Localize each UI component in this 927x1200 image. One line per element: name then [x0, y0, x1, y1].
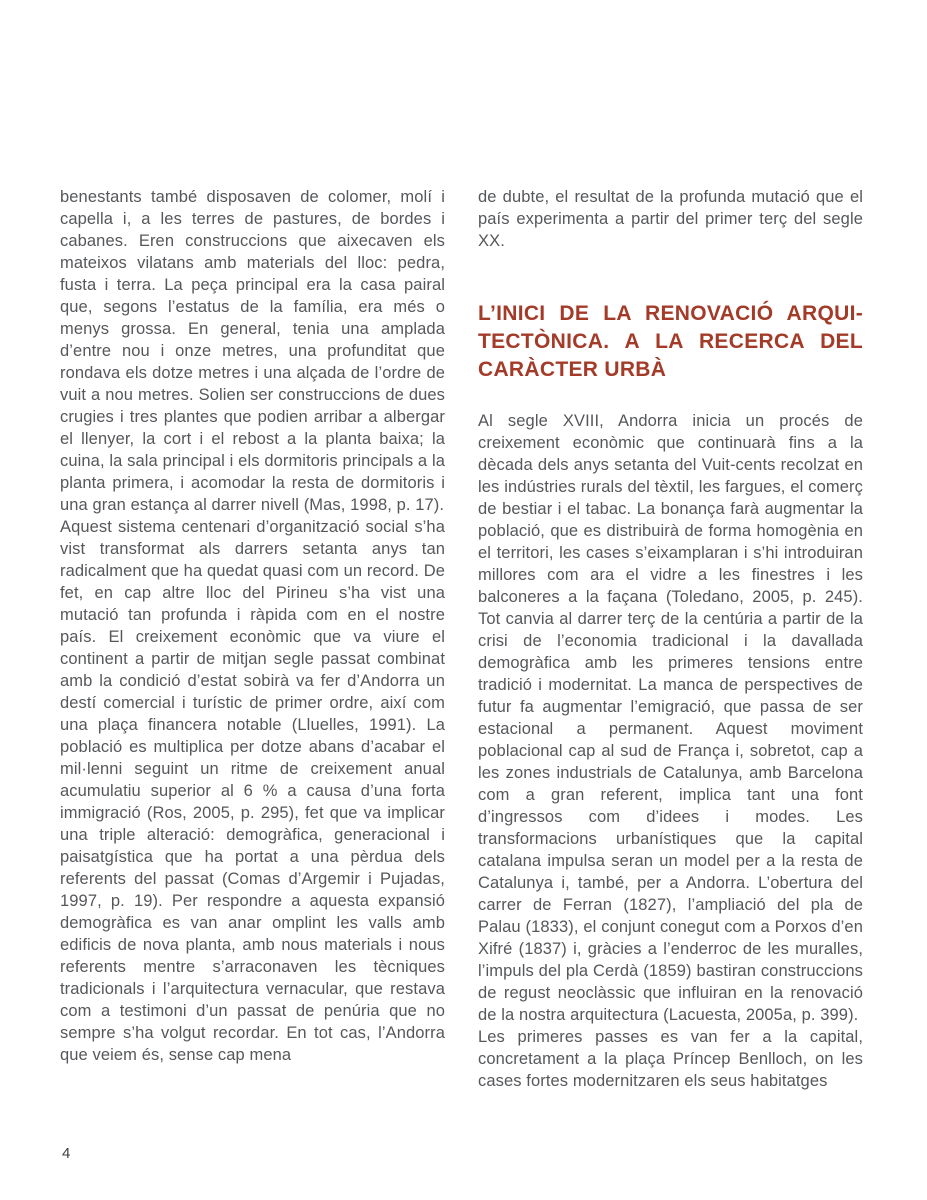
right-column [478, 186, 863, 1092]
two-column-text-block [60, 186, 863, 1092]
section-heading-line: CARÀCTER URBÀ [478, 358, 667, 381]
page-number: 4 [62, 1145, 71, 1162]
section-heading-line: L’INICI DE LA RENOVACIÓ ARQUI- [478, 302, 863, 325]
body-paragraph: Les primeres passes es van fer a la capital, concretament a la plaça Príncep Benlloch, on les cases fortes modernitzaren els seus habitatges [478, 1028, 863, 1090]
body-paragraph: Aquest sistema centenari d’organització social s’ha vist transformat als darrers setanta anys tan radicalment que ha quedat quasi com un record. De fet, en cap altre lloc del Pirineu s’ha vist una mutació tan profunda i ràpida com en el nostre país. El creixement econòmic que va viure el continent a partir de mitjan segle passat combinat amb la condició d’estat sobirà va fer d’Andorra un destí comercial i turístic de primer ordre, així com una plaça financera notable (Lluelles, 1991). La població es multiplica per dotze abans d’acabar el mil·lenni seguint un ritme de creixement anual acumulatiu superior al 6 % a causa d’una forta immigració (Ros, 2005, p. 295), fet que va implicar una triple alteració: demogràfica, generacional i paisatgística que ha portat a una pèrdua dels referents del passat (Comas d’Argemir i Pujadas, 1997, p. 19). Per respondre a aquesta expansió demogràfica es van anar omplint les valls amb edificis de nova planta, amb nous materials i nous referents mentre s’arraconaven les tècniques tradicionals i l’arquitectura vernacular, que restava com a testimoni d’un passat de penúria que no sempre s’ha volgut recordar. En tot cas, l’Andorra que veiem és, sense cap mena [60, 518, 445, 1064]
body-paragraph: benestants també disposaven de colomer, molí i capella i, a les terres de pastures, de bordes i cabanes. Eren construccions que aixecaven els mateixos vilatans amb materials del lloc: pedra, fusta i terra. La peça principal era la casa pairal que, segons l’estatus de la família, era més o menys grossa. En general, tenia una amplada d’entre nou i onze metres, una profunditat que rondava els dotze metres i una alçada de l’ordre de vuit a nou metres. Solien ser construccions de dues crugies i tres plantes que podien arribar a albergar el llenyer, la cort i el rebost a la planta baixa; la cuina, la sala principal i els dormitoris principals a la planta primera, i acomodar la resta de dormitoris i una gran estança al darrer nivell (Mas, 1998, p. 17). [60, 188, 445, 514]
body-paragraph-continued: de dubte, el resultat de la profunda mutació que el país experimenta a partir del primer terç del segle XX. [478, 188, 863, 250]
body-paragraph: Al segle XVIII, Andorra inicia un procés de creixement econòmic que continuarà fins a la dècada dels anys setanta del Vuit-cents recolzat en les indústries rurals del tèxtil, les fargues, el comerç de bestiar i el tabac. La bonança farà augmentar la població, que es distribuirà de forma homogènia en el territori, les cases s’eixamplaran i s’hi introduiran millores com ara el vidre a les finestres i les balconeres a la façana (Toledano, 2005, p. 245). Tot canvia al darrer terç de la centúria a partir de la crisi de l’economia tradicional i la davallada demogràfica amb les primeres tensions entre tradició i modernitat. La manca de perspectives de futur fa augmentar l’emigració, que passa de ser estacional a permanent. Aquest moviment poblacional cap al sud de França i, sobretot, cap a les zones industrials de Catalunya, amb Barcelona com a gran referent, implica tant una font d’ingressos com d’idees i modes. Les transformacions urbanístiques que la capital catalana impulsa seran un model per a la resta de Catalunya i, també, per a Andorra. L’obertura del carrer de Ferran (1827), l’ampliació del pla de Palau (1833), el conjunt conegut com a Porxos d’en Xifré (1837) i, gràcies a l’enderroc de les muralles, l’impuls del pla Cerdà (1859) bastiran construccions de regust neoclàssic que influiran en la renovació de la nostra arquitectura (Lacuesta, 2005a, p. 399). [478, 412, 863, 1024]
section-heading [478, 300, 863, 384]
left-column [60, 186, 445, 1092]
section-heading-line: TECTÒNICA. A LA RECERCA DEL [478, 330, 863, 353]
